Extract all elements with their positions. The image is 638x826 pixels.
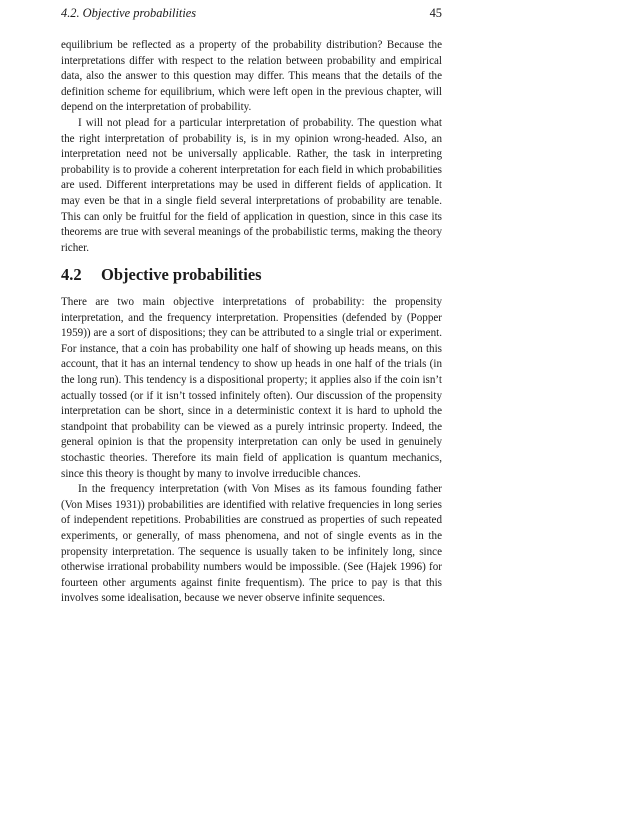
section-title: Objective probabilities [101,265,262,284]
running-header [61,6,442,24]
page-number: 45 [429,6,442,20]
section-body [61,295,442,607]
running-header-title: 4.2. Objective probabilities [61,6,197,20]
intro-text [61,38,442,256]
section-heading [61,265,262,285]
intro-paragraph-2: I will not plead for a particular interpretation of probability. The question what the right interpretation of probability is, is in my opinion wrong-headed. Also, an interpretation need not be universally applicable. Rather, the task in interpreting probability is to provide a coherent interpretation for each field in which probabilities are used. Different interpretations may be used in different fields of application. It may even be that in a single field several interpretations of probability are tenable. This can only be fruitful for the field of application in question, since in this case its theorems are true with several meanings of the probabilistic terms, making the theory richer. [61,116,442,254]
section-paragraph-2: In the frequency interpretation (with Von Mises as its famous founding father (Von Mises 1931)) probabilities are identified with relative frequencies in long series of independent repetitions. Probabilities are construed as properties of such repeated experiments, or generally, of mass phenomena, and not of single events as in the propensity interpretation. The sequence is usually taken to be infinitely long, since otherwise irrational probability numbers would be impossible. (See (Hajek 1996) for fourteen other arguments against finite frequentism). The price to pay is that this involves some idealisation, because we never observe infinite sequences. [61,483,442,605]
section-paragraph-1: There are two main objective interpretations of probability: the propensity interpretation, and the frequency interpretation. Propensities (defended by (Popper 1959)) are a sort of dispositions; they can be attributed to a single trial or experiment. For instance, that a coin has probability one half of showing up heads means, on this account, that it has an internal tendency to show up heads in one half of the trials (in the long run). This tendency is a dispositional property; it applies also if the coin isn’t actually tossed (or if it isn’t tossed infinitely often). Our discussion of the propensity interpretation can be short, since in a deterministic context it is hard to uphold the standpoint that probability can be viewed as a purely intrinsic property. Indeed, the general opinion is that the propensity interpretation can only be used in genuinely stochastic theories. Therefore its main field of application is quantum mechanics, since this theory is thought by many to involve irreducible chances. [61,296,442,480]
intro-paragraph-1: equilibrium be reflected as a property of the probability distribution? Because the interpretations differ with respect to the relation between probability and empirical data, also the answer to this question may differ. This means that the details of the definition scheme for equilibrium, which were left open in the previous chapter, will depend on the interpretation of probability. [61,39,442,114]
section-number: 4.2 [61,265,82,284]
